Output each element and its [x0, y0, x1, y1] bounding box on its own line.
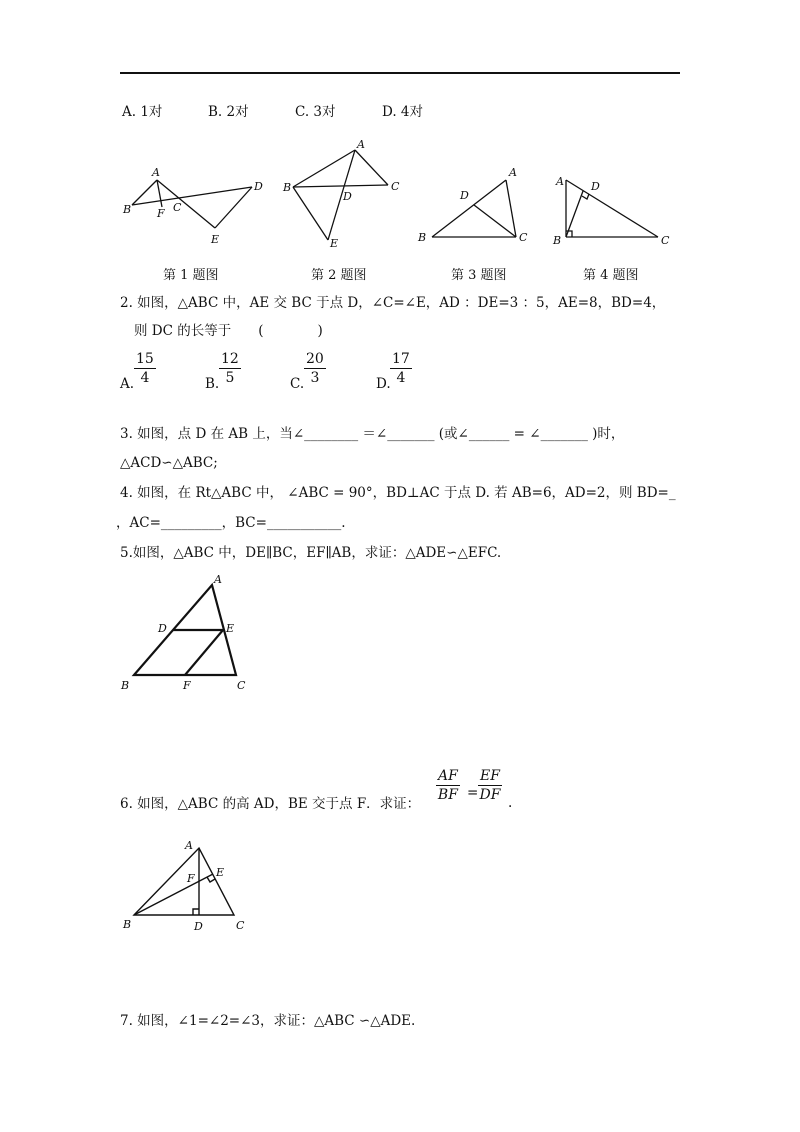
q2-option-c-num: 20: [306, 351, 324, 367]
q4-line-1: 4. 如图，在 Rt△ABC 中， ∠ABC = 90°，BD⊥AC 于点 D. 若 AB=6，AD=2，则 BD=_: [120, 485, 676, 501]
q2-option-b-label: B.: [205, 376, 220, 392]
fig1-label-f: F: [157, 207, 165, 220]
q7-text: 7. 如图，∠1=∠2=∠3，求证：△ABC ∽△ADE.: [120, 1013, 416, 1029]
fig6-label-b: B: [123, 918, 132, 931]
q2-line-2: 则 DC 的长等于 ( ): [134, 323, 323, 339]
q3-line-2: △ACD∽△ABC;: [120, 455, 218, 471]
fig1-label-c: C: [173, 201, 182, 214]
fig1-label-a: A: [152, 166, 160, 179]
fig6-label-e: E: [216, 866, 225, 879]
q1-option-d: D. 4对: [382, 104, 424, 120]
q2-option-b-num: 12: [221, 351, 239, 367]
fig2-label-b: B: [283, 181, 292, 194]
fig4-label-a: A: [556, 175, 564, 188]
q1-option-a: A. 1对: [122, 104, 163, 120]
fig6-triangle-abc: [134, 848, 234, 915]
fig4-label-c: C: [661, 234, 670, 247]
q6-frac2-den: DF: [479, 787, 501, 803]
q6-frac1-num: AF: [438, 768, 458, 784]
fig2-label-a: A: [357, 138, 365, 151]
fig6-label-f: F: [187, 872, 195, 885]
q2-option-d-den: 4: [396, 370, 406, 386]
fig6-altitude-be: [134, 874, 213, 915]
q2-option-d-label: D.: [376, 376, 391, 392]
caption-figure-4: 第 4 题图: [583, 268, 639, 283]
q2-option-a-den: 4: [140, 370, 150, 386]
fig3-label-b: B: [418, 231, 427, 244]
q2-option-a-label: A.: [120, 376, 135, 392]
fig5-label-e: E: [226, 622, 235, 635]
q2-option-a-num: 15: [136, 351, 154, 367]
fig5-label-a: A: [214, 573, 222, 586]
q6-period: .: [508, 795, 513, 811]
fig5-label-f: F: [183, 679, 191, 692]
q2-option-c-label: C.: [290, 376, 305, 392]
caption-figure-3: 第 3 题图: [451, 268, 507, 283]
fig2-label-c: C: [391, 180, 400, 193]
fig6-right-angle-d: [193, 909, 199, 915]
fig5-label-c: C: [237, 679, 246, 692]
q2-line-1: 2. 如图，△ABC 中，AE 交 BC 于点 D，∠C=∠E，AD ：DE=3 ：5，AE=8，BD=4，: [120, 295, 666, 311]
q6-text: 6. 如图，△ABC 的高 AD，BE 交于点 F．求证：: [120, 796, 421, 812]
fig6-label-c: C: [236, 919, 245, 932]
fig5-label-d: D: [158, 622, 167, 635]
fig1-label-e: E: [211, 233, 220, 246]
caption-figure-2: 第 2 题图: [311, 268, 367, 283]
fig2-label-e: E: [330, 237, 339, 250]
fig4-label-d: D: [591, 180, 600, 193]
fig3-label-c: C: [519, 231, 528, 244]
q2-option-c-den: 3: [310, 370, 320, 386]
fig1-label-d: D: [254, 180, 263, 193]
fig1-label-b: B: [123, 203, 132, 216]
fig6-label-d: D: [194, 920, 203, 933]
fig3-label-a: A: [509, 166, 517, 179]
fig4-label-b: B: [553, 234, 562, 247]
q3-line-1: 3. 如图，点 D 在 AB 上，当∠________ ＝∠_______ (或∠______ = ∠_______ )时，: [120, 426, 625, 442]
q6-equals: =: [467, 785, 479, 801]
q6-frac2-num: EF: [480, 768, 500, 784]
fig5-label-b: B: [121, 679, 130, 692]
q1-option-b: B. 2对: [208, 104, 249, 120]
q2-option-d-num: 17: [392, 351, 410, 367]
fig3-label-d: D: [460, 189, 469, 202]
q2-option-b-den: 5: [225, 370, 235, 386]
q5-text: 5.如图，△ABC 中，DE∥BC，EF∥AB，求证：△ADE∽△EFC.: [120, 545, 502, 561]
fig2-label-d: D: [343, 190, 352, 203]
q1-option-c: C. 3对: [295, 104, 336, 120]
q4-line-2: ，AC=_________，BC=___________.: [116, 515, 346, 531]
q6-frac1-den: BF: [437, 787, 458, 803]
fig6-label-a: A: [185, 839, 193, 852]
caption-figure-1: 第 1 题图: [163, 268, 219, 283]
